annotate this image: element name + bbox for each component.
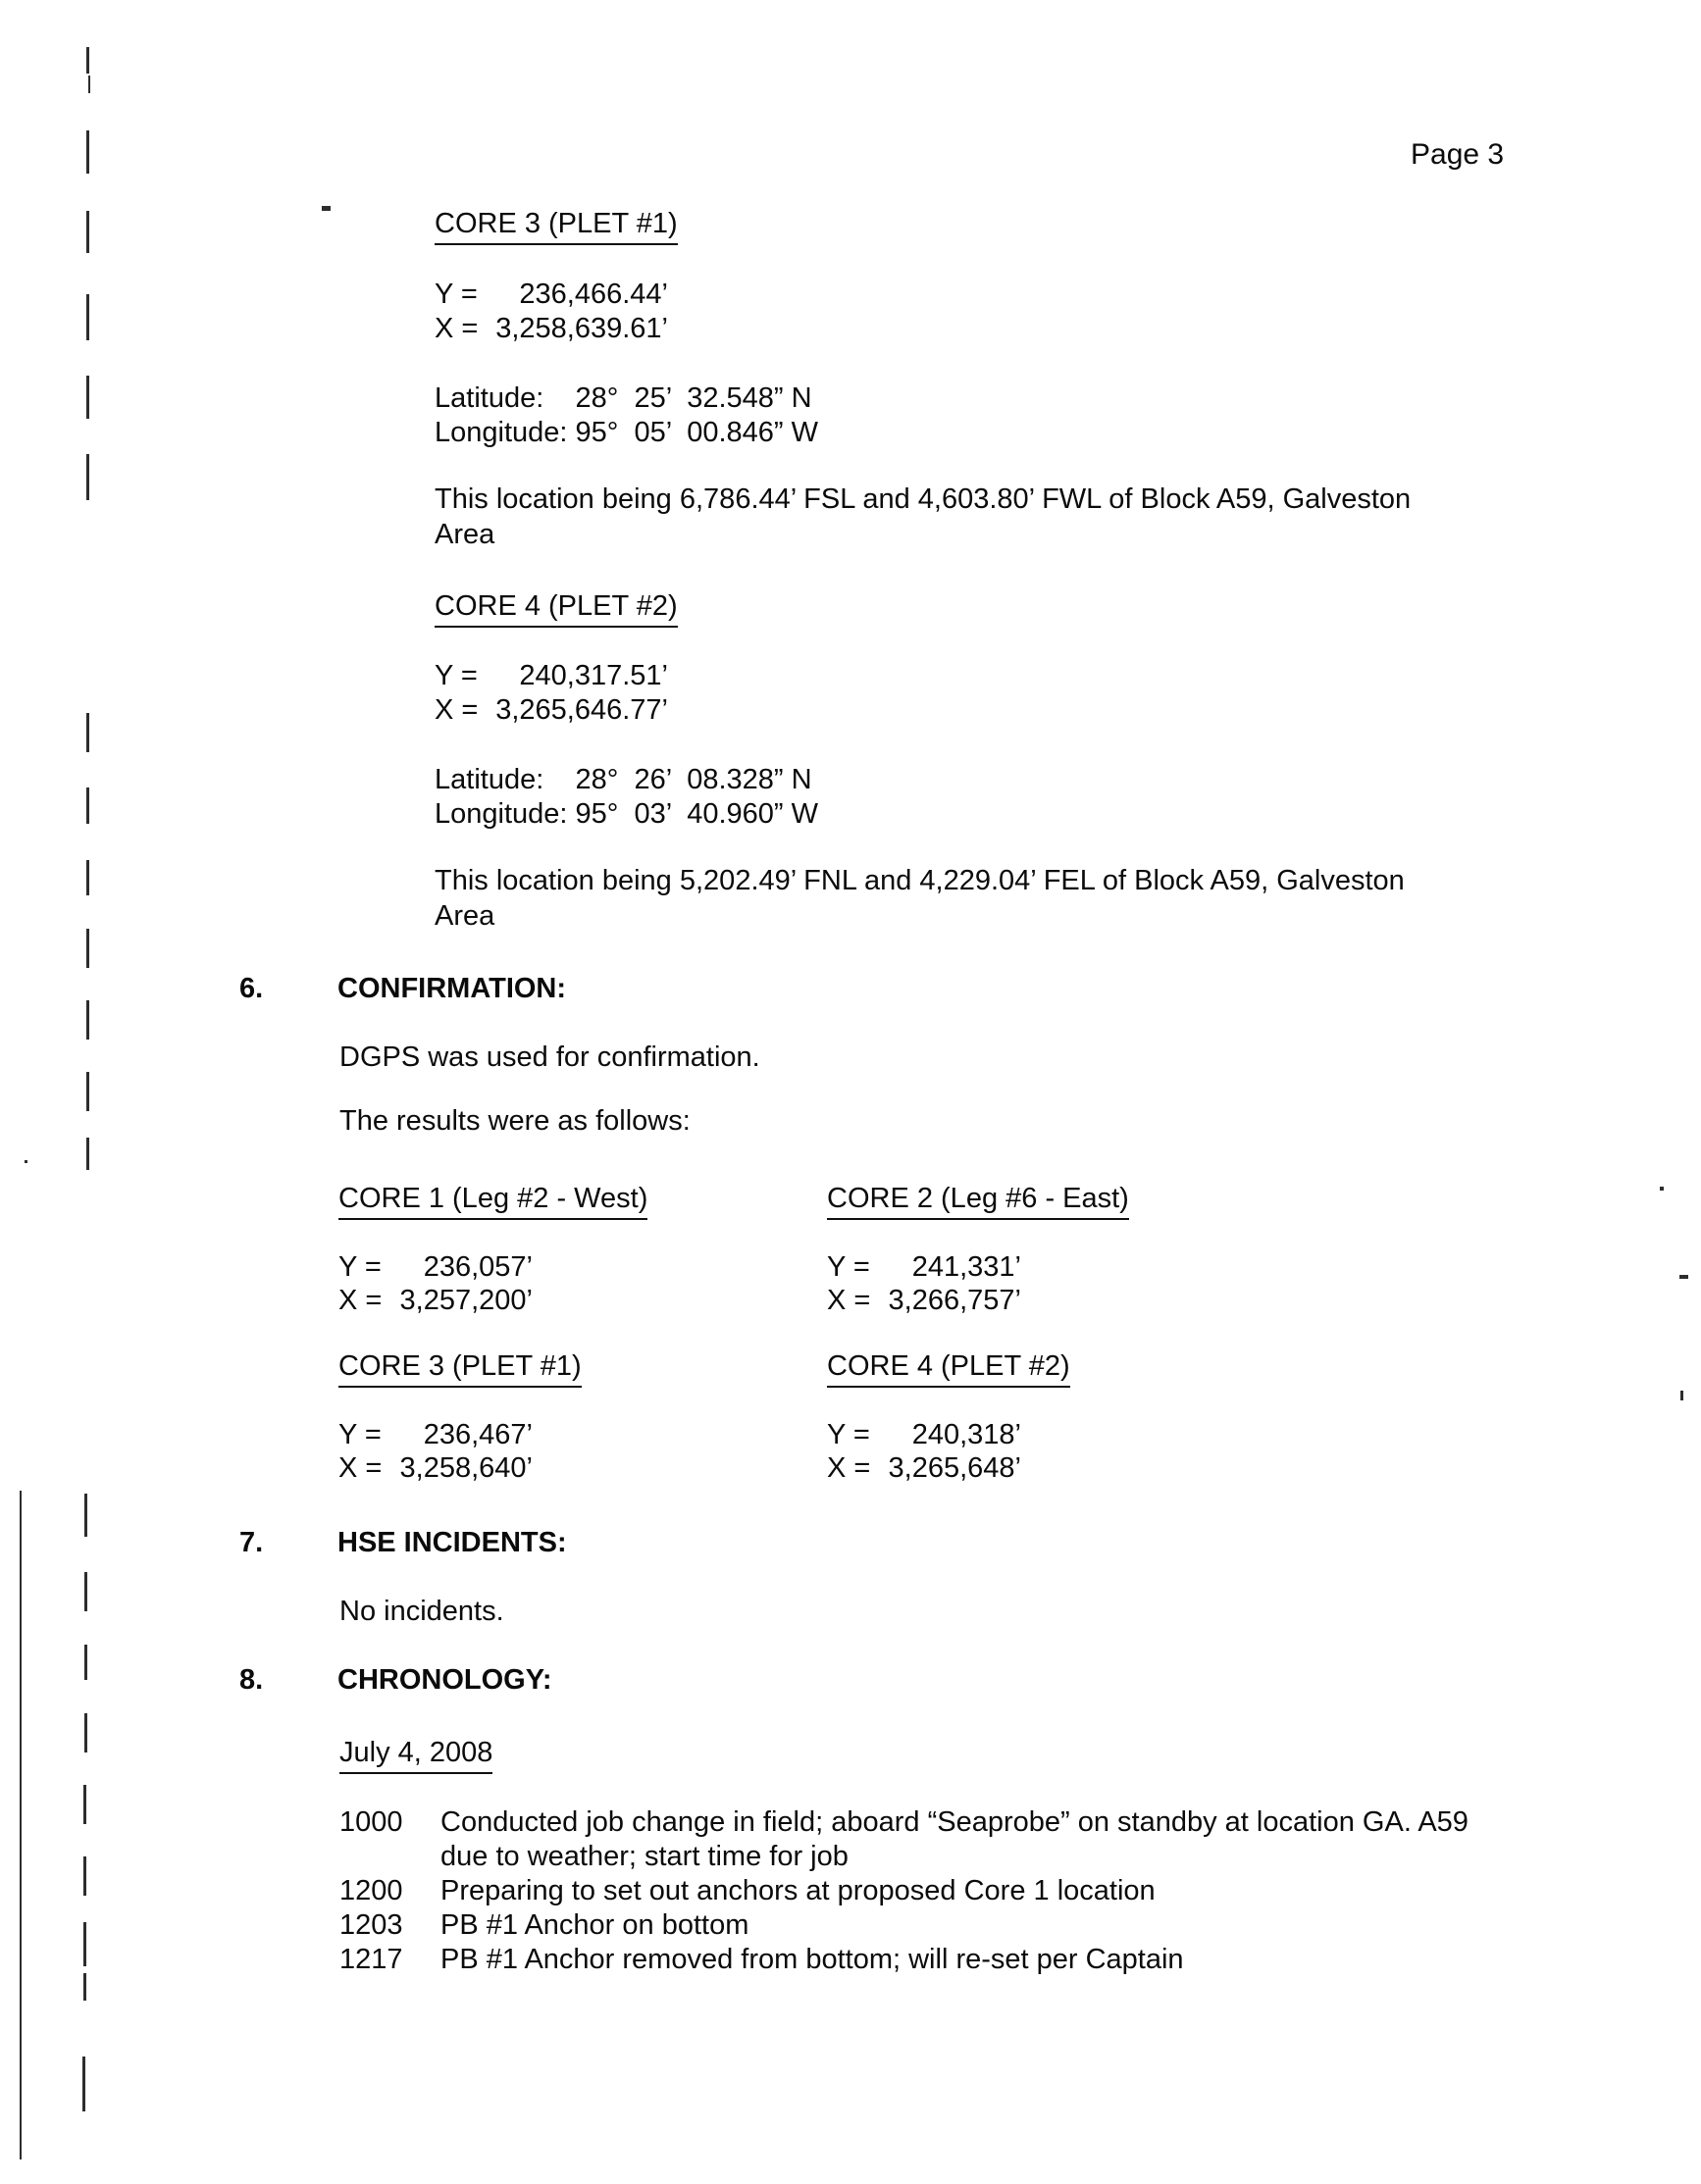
confirmation-body2: The results were as follows: [339,1105,691,1137]
scan-mark [82,2057,85,2111]
entry-time: 1217 [339,1944,403,1975]
core4-longitude: Longitude: 95° 03’ 40.960” W [435,798,819,830]
entry-text: PB #1 Anchor removed from bottom; will re-set per Captain [440,1944,1184,1975]
core3-x-row [435,312,668,345]
scan-mark [1660,1187,1664,1191]
core4-location-line1: This location being 5,202.49’ FNL and 4,229.04’ FEL of Block A59, Galveston [435,865,1405,896]
result-core1-y-row: Y = 236,057’ [338,1251,533,1283]
chronology-entry [339,1874,1156,1907]
entry-text: Preparing to set out anchors at proposed Core 1 location [440,1875,1156,1906]
scan-mark [88,76,90,93]
core3-location-line1: This location being 6,786.44’ FSL and 4,603.80’ FWL of Block A59, Galveston [435,483,1412,515]
scan-mark [1680,1391,1683,1400]
core4-x-value: 3,265,646.77’ [495,694,668,726]
scan-mark [86,1072,89,1111]
scan-mark [86,1000,89,1040]
result-core1-heading: CORE 1 (Leg #2 - West) [338,1182,647,1215]
scan-mark [322,206,331,211]
scan-mark [86,376,89,419]
y-label: Y = [435,660,478,691]
x-label: X = [435,694,479,726]
core3-location-line2: Area [435,519,495,550]
core4-y-value: 240,317.51’ [519,660,668,691]
scan-mark [86,454,89,500]
chronology-entry [339,1908,748,1942]
scan-mark [84,1572,87,1611]
scan-mark [86,713,89,752]
scan-mark [25,1160,27,1163]
scan-mark [1679,1275,1688,1279]
core4-location-line2: Area [435,900,495,932]
core4-latitude: Latitude: 28° 26’ 08.328” N [435,764,812,795]
result-core2-heading: CORE 2 (Leg #6 - East) [827,1182,1129,1215]
scan-mark [86,1138,89,1170]
entry-time: 1000 [339,1806,403,1838]
scan-mark [83,1785,86,1824]
chronology-entry-continuation: due to weather; start time for job [440,1841,849,1872]
core4-y-row [435,659,668,692]
entry-time: 1200 [339,1875,403,1906]
section7-title: HSE INCIDENTS: [337,1527,567,1558]
core3-y-row [435,278,668,311]
y-label: Y = [435,279,478,310]
core3-y-value: 236,466.44’ [519,279,668,310]
confirmation-body1: DGPS was used for confirmation. [339,1041,760,1073]
scan-mark [86,929,89,968]
scan-mark [20,1491,22,2159]
section8-number: 8. [239,1664,264,1696]
hse-body: No incidents. [339,1596,504,1627]
page-number: Page 3 [1411,138,1505,171]
entry-time: 1203 [339,1909,403,1941]
scan-mark [83,1856,86,1896]
core4-heading: CORE 4 (PLET #2) [435,589,678,623]
core3-heading: CORE 3 (PLET #1) [435,207,678,240]
entry-text: Conducted job change in field; aboard “Seaprobe” on standby at location GA. A59 [440,1806,1469,1838]
result-core4-y-row: Y = 240,318’ [827,1419,1021,1450]
section7-number: 7. [239,1527,264,1558]
section6-number: 6. [239,973,264,1004]
scan-mark [86,787,89,824]
scan-mark [86,130,89,174]
result-core3-x-row: X = 3,258,640’ [338,1452,533,1484]
scan-mark [86,211,89,253]
result-core4-heading: CORE 4 (PLET #2) [827,1349,1070,1383]
scan-mark [86,294,89,340]
scan-mark [84,1713,87,1752]
result-core1-x-row: X = 3,257,200’ [338,1285,533,1316]
entry-text: PB #1 Anchor on bottom [440,1909,749,1941]
x-label: X = [435,313,479,344]
chronology-date-heading: July 4, 2008 [339,1736,492,1769]
core3-latitude: Latitude: 28° 25’ 32.548” N [435,382,812,414]
result-core2-x-row: X = 3,266,757’ [827,1285,1021,1316]
scan-mark [86,860,89,895]
scan-mark [83,1973,86,2001]
result-core2-y-row: Y = 241,331’ [827,1251,1021,1283]
core3-x-value: 3,258,639.61’ [495,313,668,344]
scan-mark [86,47,89,74]
section6-title: CONFIRMATION: [337,973,567,1004]
scan-mark [84,1645,87,1680]
result-core4-x-row: X = 3,265,648’ [827,1452,1021,1484]
result-core3-y-row: Y = 236,467’ [338,1419,533,1450]
section8-title: CHRONOLOGY: [337,1664,552,1696]
chronology-entry [339,1943,1184,1976]
result-core3-heading: CORE 3 (PLET #1) [338,1349,582,1383]
core4-x-row [435,693,668,727]
core3-longitude: Longitude: 95° 05’ 00.846” W [435,417,819,448]
scan-mark [84,1494,87,1537]
chronology-entry [339,1805,1469,1839]
scan-mark [83,1922,86,1966]
